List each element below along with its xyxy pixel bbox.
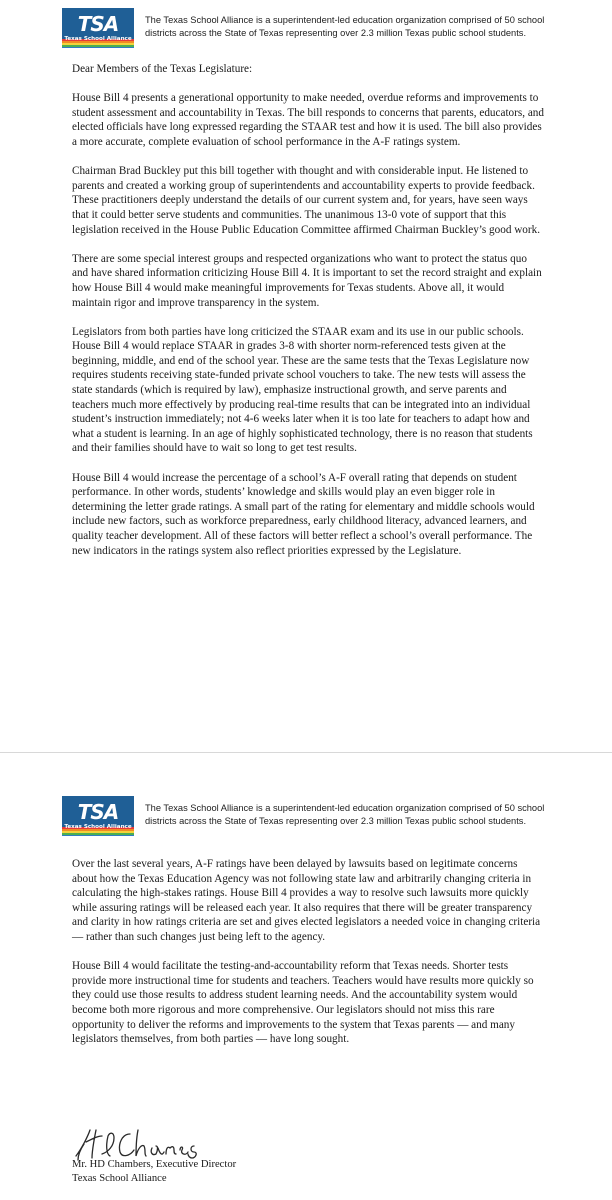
logo-mark: TSA xyxy=(77,800,119,824)
tsa-logo xyxy=(62,796,134,836)
paragraph: Chairman Brad Buckley put this bill together with thought and with considerable input. He listened to parents and created a working group of superintendents and accountability experts to provide feedback. These practitioners deeply understand the details of our current system and, for years, have seen ways that it could better serve students and communities. The unanimous 13-0 vote of support that this legislation received in the House Public Education Committee affirmed Chairman Buckley’s good work. xyxy=(72,165,541,236)
paragraph: House Bill 4 presents a generational opportunity to make needed, overdue reforms and improvements to student assessment and accountability in Texas. The bill responds to concerns that parents, educators, and elected officials have long expressed regarding the STAAR test and how it is used. The bill also provides a more accurate, complete evaluation of school performance in the A-F ratings system. xyxy=(72,92,544,148)
paragraph: Over the last several years, A-F ratings have been delayed by lawsuits based on legitimate concerns about how the Texas Education Agency was not following state law and arbitrarily changing criteria in calculating the high-stakes ratings. House Bill 4 provides a way to resolve such lawsuits more quickly while assuring ratings will be released each year. It also requires that there will be greater transparency and clarity in how ratings criteria are set and gives elected legislators a needed voice in changing criteria — rather than such changes just being left to the agency. xyxy=(72,858,541,943)
letter-body-page-2 xyxy=(72,857,544,1061)
paragraph: There are some special interest groups and respected organizations who want to protect the status quo and have shared information criticizing House Bill 4. It is important to set the record straight and explain how House Bill 4 would make meaningful improvements for Texas students. Above all, it would maintain rigor and improve transparency in the system. xyxy=(72,252,542,309)
signer-name-title: Mr. HD Chambers, Executive Director xyxy=(72,1159,237,1170)
logo-wordmark: Texas School Alliance xyxy=(64,36,132,42)
letterhead xyxy=(62,796,562,836)
signer-organization: Texas School Alliance xyxy=(72,1173,167,1184)
logo-mark: TSA xyxy=(77,12,119,36)
page-separator xyxy=(0,752,612,790)
logo-wordmark: Texas School Alliance xyxy=(64,824,132,830)
paragraph: House Bill 4 would facilitate the testing-and-accountability reform that Texas needs. Shorter tests provide more instructional time for students and teachers. Teachers would have results more quickly so they could use those results to address student learning needs. And the accountability system would become both more rigorous and more comprehensive. Our legislators should not miss this rare opportunity to deliver the reforms and improvements to the system that Texas parents — and many legislators themselves, from both parties — have long sought. xyxy=(72,960,534,1046)
salutation: Dear Members of the Texas Legislature: xyxy=(72,63,253,75)
letter-page-2 xyxy=(0,788,612,1200)
tsa-logo xyxy=(62,8,134,48)
letterhead-tagline: The Texas School Alliance is a superintendent-led education organization comprised of 50 school districts across the State of Texas representing over 2.3 million Texas public school students. xyxy=(145,15,545,38)
paragraph: House Bill 4 would increase the percentage of a school’s A-F overall rating that depends on student performance. In other words, students’ knowledge and skills would play an even bigger role in determining the letter grade ratings. A small part of the rating for elementary and middle schools would include new factors, such as workforce preparedness, early childhood literacy, advanced learners, and quality teacher development. All of these factors will better reflect a school’s overall performance. The new indicators in the ratings system also reflect priorities expressed by the Legislature. xyxy=(72,471,535,557)
letter-body-page-1 xyxy=(72,62,544,573)
paragraph: Legislators from both parties have long criticized the STAAR exam and its use in our public schools. House Bill 4 would replace STAAR in grades 3-8 with shorter norm-referenced tests given at the beginning, middle, and end of the school year. These are the same tests that the Texas Legislature now requires students receiving state-funded private school vouchers to take. The new tests will assess the state standards (which is required by law), emphasize instructional growth, and serve parents and teachers much more effectively by producing real-time results that can be integrated into an individual student’s instruction immediately; not 4-6 weeks later when it is too late for teachers to adapt how and what a student is learning. In an age of highly sophisticated technology, there is no reason that students and their families should have to wait so long to get test results. xyxy=(72,325,533,455)
signature-block xyxy=(72,1158,372,1186)
letterhead xyxy=(62,8,562,48)
letterhead-tagline: The Texas School Alliance is a superintendent-led education organization comprised of 50 school districts across the State of Texas representing over 2.3 million Texas public school students. xyxy=(145,803,545,826)
